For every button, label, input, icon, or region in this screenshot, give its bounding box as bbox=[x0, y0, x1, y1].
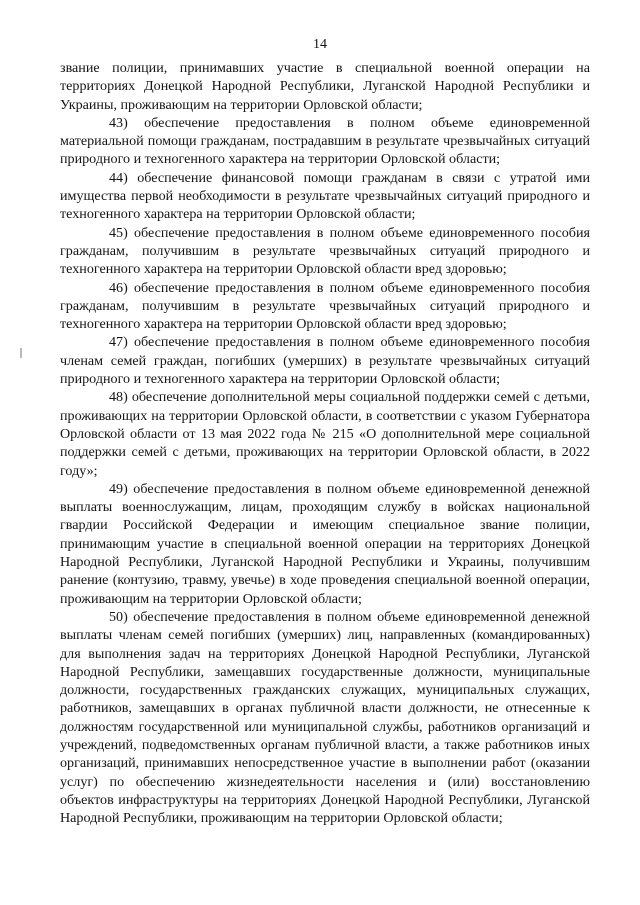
paragraph-item-50: 50) обеспечение предоставления в полном объеме единовременной денежной выплаты членам семей погибших (умерших) лиц, направленных (командированных) для выполнения задач на территориях Донецкой Народной Республики, Луганской Народной Республики, замещавших государственные должности, муниципальные должности, государственных гражданских служащих, муниципальных служащих, работников, замещавших в органах публичной власти должности, не отнесенные к должностям государственной или муниципальной службы, работников организаций и учреждений, подведомственных органам публичной власти, а также работников иных организаций, принимавших непосредственное участие в выполнении работ (оказании услуг) по обеспечению жизнедеятельности населения и (или) восстановлению объектов инфраструктуры на территориях Донецкой Народной Республики, Луганской Народной Республики, проживающим на территории Орловской области; bbox=[60, 608, 590, 827]
document-body bbox=[60, 59, 590, 827]
paragraph-item-45: 45) обеспечение предоставления в полном объеме единовременного пособия гражданам, получившим в результате чрезвычайных ситуаций природного и техногенного характера на территории Орловской области вред здоровью; bbox=[60, 224, 590, 278]
page-number: 14 bbox=[313, 37, 327, 52]
scan-mark bbox=[20, 348, 22, 358]
paragraph-item-47: 47) обеспечение предоставления в полном объеме единовременного пособия членам семей граждан, погибших (умерших) в результате чрезвычайных ситуаций природного и техногенного характера на территории Орловской области; bbox=[60, 334, 590, 388]
paragraph-continued: звание полиции, принимавших участие в специальной военной операции на территориях Донецкой Народной Республики, Луганской Народной Республики и Украины, проживающим на территории Орловской области; bbox=[60, 60, 590, 113]
paragraph-item-49: 49) обеспечение предоставления в полном объеме единовременной денежной выплаты военнослужащим, лицам, проходящим службу в войсках национальной гвардии Российской Федерации и имеющим специальное звание полиции, принимающим участие в специальной военной операции на территориях Донецкой Народной Республики, Луганской Народной Республики и Украины, получившим ранение (контузию, травму, увечье) в ходе проведения специальной военной операции, проживающим на территории Орловской области; bbox=[60, 480, 590, 607]
paragraph-item-46: 46) обеспечение предоставления в полном объеме единовременного пособия гражданам, получившим в результате чрезвычайных ситуаций природного и техногенного характера на территории Орловской области вред здоровью; bbox=[60, 279, 590, 333]
paragraph-item-43: 43) обеспечение предоставления в полном объеме единовременной материальной помощи гражданам, пострадавшим в результате чрезвычайных ситуаций природного и техногенного характера на территории Орловской области; bbox=[60, 114, 590, 168]
paragraph-item-44: 44) обеспечение финансовой помощи гражданам в связи с утратой ими имущества первой необходимости в результате чрезвычайных ситуаций природного и техногенного характера на территории Орловской области; bbox=[60, 169, 590, 223]
paragraph-item-48: 48) обеспечение дополнительной меры социальной поддержки семей с детьми, проживающих на территории Орловской области, в соответствии с указом Губернатора Орловской области от 13 мая 2022 года № 215 «О дополнительной мере социальной поддержки семей с детьми, проживающих на территории Орловской области, в 2022 году»; bbox=[60, 389, 590, 479]
